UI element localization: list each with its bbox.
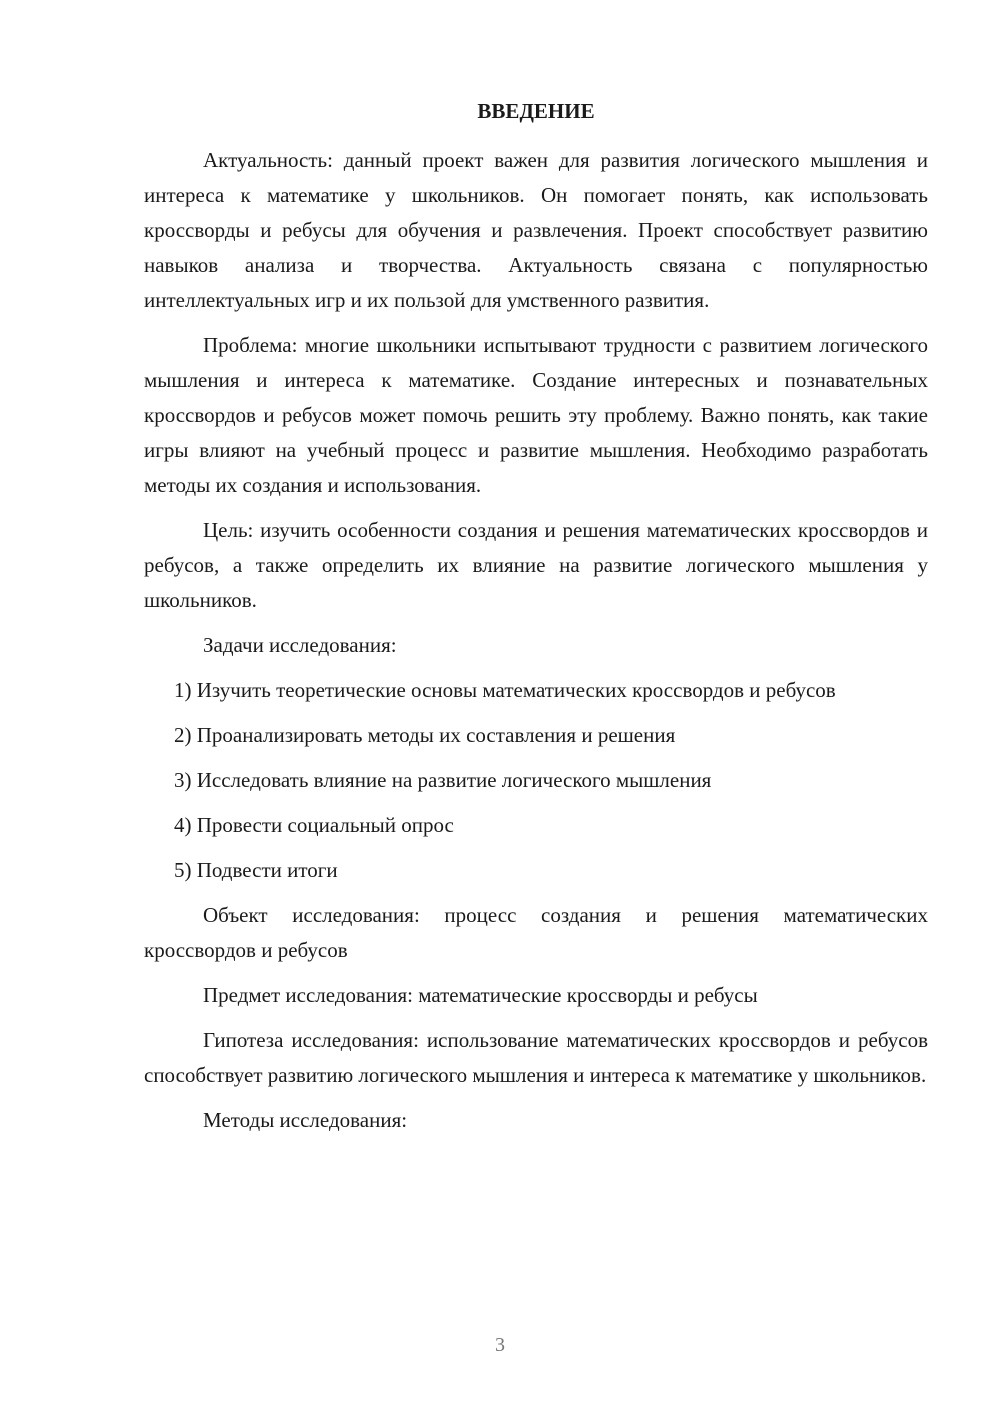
paragraph-goal: Цель: изучить особенности создания и решения математических кроссвордов и ребусов, а также определить их влияние на развитие логического мышления у школьников. xyxy=(144,518,928,612)
paragraph-object: Объект исследования: процесс создания и решения математических кроссвордов и ребусов xyxy=(144,903,928,962)
list-item: 3) Исследовать влияние на развитие логического мышления xyxy=(174,768,712,792)
tasks-list xyxy=(144,673,928,888)
page-number: 3 xyxy=(495,1334,505,1356)
list-item: 1) Изучить теоретические основы математических кроссвордов и ребусов xyxy=(174,678,836,702)
list-item: 2) Проанализировать методы их составления и решения xyxy=(174,723,676,747)
paragraph-subject: Предмет исследования: математические кроссворды и ребусы xyxy=(203,983,758,1007)
document-body xyxy=(144,143,928,1148)
list-item: 4) Провести социальный опрос xyxy=(174,813,454,837)
paragraph-hypothesis: Гипотеза исследования: использование математических кроссвордов и ребусов способствует развитию логического мышления и интереса к математике у школьников. xyxy=(144,1028,928,1087)
list-item: 5) Подвести итоги xyxy=(174,858,338,882)
paragraph-relevance: Актуальность: данный проект важен для развития логического мышления и интереса к математике у школьников. Он помогает понять, как использовать кроссворды и ребусы для обучения и развлечения. Проект способствует развитию навыков анализа и творчества. Актуальность связана с популярностью интеллектуальных игр и их пользой для умственного развития. xyxy=(144,148,928,312)
methods-heading: Методы исследования: xyxy=(203,1108,408,1132)
paragraph-problem: Проблема: многие школьники испытывают трудности с развитием логического мышления и интереса к математике. Создание интересных и познавательных кроссвордов и ребусов может помочь решить эту проблему. Важно понять, как такие игры влияют на учебный процесс и развитие мышления. Необходимо разработать методы их создания и использования. xyxy=(144,333,928,497)
page-title: ВВЕДЕНИЕ xyxy=(477,99,595,123)
tasks-heading: Задачи исследования: xyxy=(203,633,397,657)
